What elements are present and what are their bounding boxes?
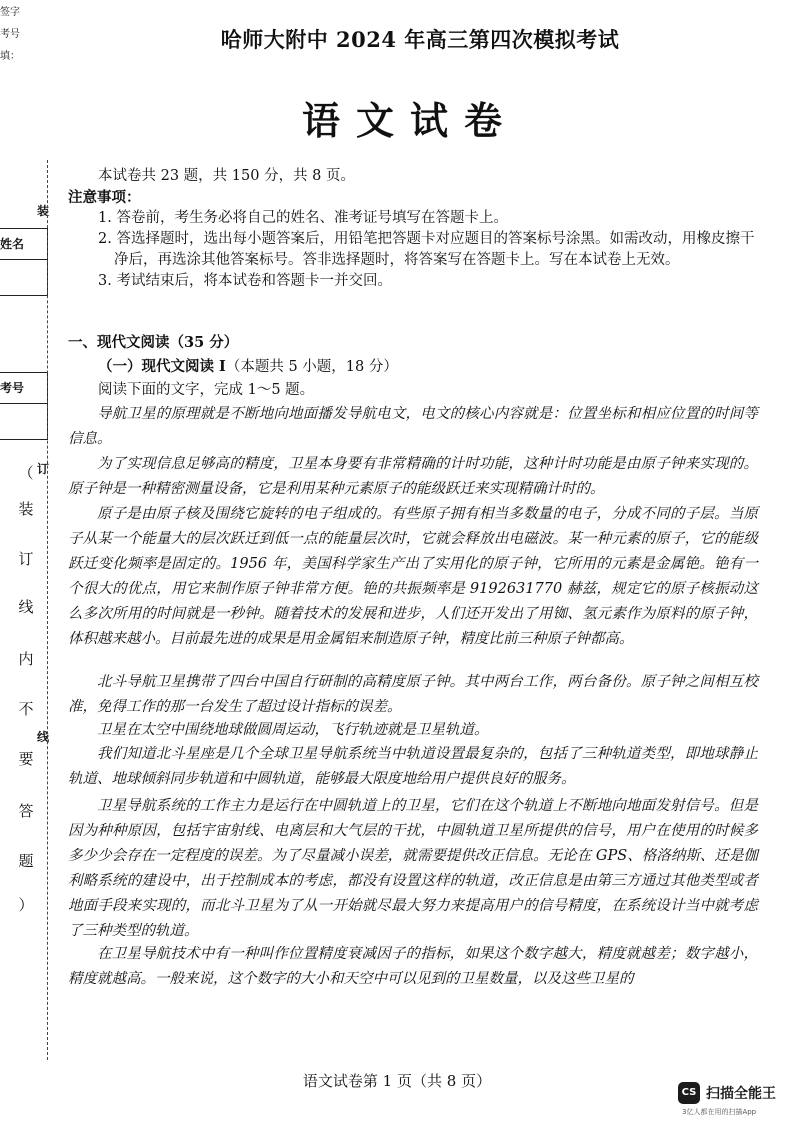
name-box-label: 姓名 (0, 237, 25, 251)
warning-char: ） (18, 896, 34, 914)
passage-paragraph: 为了实现信息足够高的精度，卫星本身要有非常精确的计时功能，这种计时功能是由原子钟来实现的。原子钟是一种精密测量设备，它是利用某种元素原子的能级跃迁来实现精确计时的。 (68, 456, 758, 497)
page-footer: 语文试卷第 1 页（共 8 页） (302, 1072, 492, 1090)
warning-char: 线 (18, 598, 34, 616)
reading-instruction: 阅读下面的文字，完成 1～5 题。 (98, 382, 315, 398)
paper-title: 语文试卷 (301, 98, 518, 143)
notes-item: 3. 考试结束后，将本试卷和答题卡一并交回。 (98, 273, 392, 289)
subsection-heading (98, 356, 398, 378)
camscanner-name: 扫描全能王 (706, 1086, 776, 1102)
binding-mark: 线 (36, 730, 49, 744)
binding-mark: 订 (36, 462, 49, 476)
camscanner-badge-icon: CS (678, 1082, 700, 1104)
exam-title: 哈师大附中 2024 年高三第四次模拟考试 (220, 27, 620, 52)
warning-char: 订 (18, 550, 34, 568)
subsection-detail: （本题共 5 小题，18 分） (225, 359, 398, 375)
passage-paragraph: 我们知道北斗星座是几个全球卫星导航系统当中轨道设置最复杂的，包括了三种轨道类型，即地球静止轨道、地球倾斜同步轨道和中圆轨道，能够最大限度地给用户提供良好的服务。 (68, 746, 758, 787)
margin-note-line: 考号 (0, 29, 20, 40)
passage-paragraph: 北斗导航卫星携带了四台中国自行研制的高精度原子钟。其中两台工作，两台备份。原子钟之间相互校准，免得工作的那一台发生了超过设计指标的误差。 (68, 674, 758, 715)
notes-item: 1. 答卷前，考生务必将自己的姓名、准考证号填写在答题卡上。 (98, 210, 508, 226)
id-box-label: 考号 (0, 381, 25, 395)
warning-char: 题 (18, 852, 34, 870)
camscanner-logo (678, 1082, 788, 1118)
notes-list (98, 208, 758, 292)
section-title: 一、现代文阅读（35 分） (68, 334, 239, 351)
passage-paragraph: 导航卫星的原理就是不断地向地面播发导航电文，电文的核心内容就是：位置坐标和相应位置的时间等信息。 (68, 406, 758, 447)
passage-paragraph: 原子是由原子核及围绕它旋转的电子组成的。有些原子拥有相当多数量的电子，分成不同的子层。当原子从某一个能量大的层次跃迁到低一点的能量层次时，它就会释放出电磁波。某一种元素的原子，它的能级跃迁变化频率是固定的。1956 年，美国科学家生产出了实用化的原子钟，它所用的元素是金属铯。铯有一个很大的优点，用它来制作原子钟非常方便。铯的共振频率是 9192631770 赫兹，规定它的原子核振动这么多次所用的时间就是一秒钟。随着技术的发展和进步，人们还开发出了用铷、氢元素作为原料的原子钟，体积越来越小。目前最先进的成果是用金属铝来制造原子钟，精度比前三种原子钟都高。 (68, 506, 758, 647)
camscanner-tagline: 3亿人都在用的扫描App (682, 1108, 757, 1116)
warning-char: 答 (18, 802, 34, 820)
notes-heading: 注意事项： (68, 189, 141, 206)
margin-note-line: 签字 (0, 7, 20, 18)
warning-char: 装 (18, 500, 34, 518)
binding-mark: 装 (36, 204, 49, 218)
notes-item: 2. 答选择题时，选出每小题答案后，用铅笔把答题卡对应题目的答案标号涂黑。如需改动，用橡皮擦干净后，再选涂其他答案标号。答非选择题时，将答案写在答题卡上。写在本试卷上无效。 (98, 231, 755, 268)
warning-char: 要 (18, 750, 34, 768)
no-answer-warning (16, 0, 36, 1124)
margin-note-line: 填： (0, 51, 20, 62)
warning-char: （ (18, 464, 34, 482)
passage-paragraph: 卫星在太空中围绕地球做圆周运动，飞行轨迹就是卫星轨道。 (97, 722, 489, 738)
exam-intro: 本试卷共 23 题，共 150 分，共 8 页。 (98, 168, 356, 184)
subsection-label: （一）现代文阅读 Ⅰ (98, 358, 226, 375)
warning-char: 不 (18, 700, 34, 718)
passage-paragraph: 在卫星导航技术中有一种叫作位置精度衰减因子的指标，如果这个数字越大，精度就越差；数字越小，精度就越高。一般来说，这个数字的大小和天空中可以见到的卫星数量，以及这些卫星的 (68, 946, 758, 987)
warning-char: 内 (18, 650, 34, 668)
binding-dashed-line (47, 160, 48, 1060)
passage-paragraph: 卫星导航系统的工作主力是运行在中圆轨道上的卫星，它们在这个轨道上不断地向地面发射信号。但是因为种种原因，包括宇宙射线、电离层和大气层的干扰，中圆轨道卫星所提供的信号，用户在使用的时候多多少少会存在一定程度的误差。为了尽量减小误差，就需要提供改正信息。无论在 GPS、格洛纳斯、还是伽利略系统的建设中，出于控制成本的考虑，都没有设置这样的轨道，改正信息是由第三方通过其他类型或者地面手段来实现的，而北斗卫星为了从一开始就尽最大努力来提高用户的信号精度，在系统设计当中就考虑了三种类型的轨道。 (68, 798, 758, 939)
